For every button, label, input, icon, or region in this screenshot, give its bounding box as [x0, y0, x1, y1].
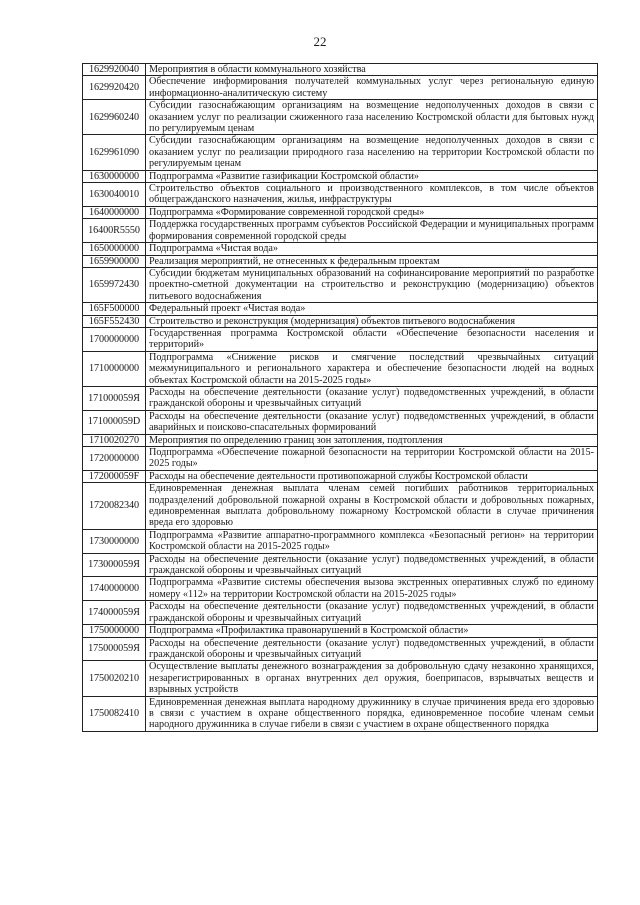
row-description: Мероприятия по определению границ зон затопления, подтопления	[146, 434, 598, 446]
row-description: Подпрограмма «Развитие аппаратно-программного комплекса «Безопасный регион» на территории Костромской области на 2015-2025 годы»	[146, 529, 598, 553]
row-code: 174000059Я	[83, 601, 146, 625]
row-description: Строительство и реконструкция (модернизация) объектов питьевого водоснабжения	[146, 315, 598, 327]
table-row	[83, 577, 598, 601]
row-code: 1710020270	[83, 434, 146, 446]
table-row	[83, 553, 598, 577]
table-row	[83, 529, 598, 553]
table-body	[83, 64, 598, 732]
row-description: Подпрограмма «Формирование современной городской среды»	[146, 206, 598, 218]
row-code: 1720000000	[83, 447, 146, 471]
row-code: 1700000000	[83, 327, 146, 351]
row-description: Единовременная денежная выплата членам семей погибших работников территориальных подразделений добровольной пожарной охраны в Костромской области и добровольных пожарных, единовременная выплата добровольному пожарному Костромской области в случае причинения вреда его здоровью	[146, 483, 598, 530]
row-code: 172000059F	[83, 470, 146, 482]
row-code: 1730000000	[83, 529, 146, 553]
table-row	[83, 470, 598, 482]
row-description: Федеральный проект «Чистая вода»	[146, 303, 598, 315]
row-code: 175000059Я	[83, 637, 146, 661]
table-row	[83, 625, 598, 637]
table-row	[83, 76, 598, 100]
row-code: 1659900000	[83, 255, 146, 267]
table-row	[83, 303, 598, 315]
row-description: Реализация мероприятий, не отнесенных к федеральным проектам	[146, 255, 598, 267]
row-code: 1740000000	[83, 577, 146, 601]
row-description: Осуществление выплаты денежного вознаграждения за добровольную сдачу незаконно хранящихся, незарегистрированных в органах внутренних дел оружия, боеприпасов, взрывчатых веществ и взрывных устройств	[146, 661, 598, 696]
row-code: 1629960240	[83, 100, 146, 135]
row-description: Подпрограмма «Снижение рисков и смягчение последствий чрезвычайных ситуаций межмуниципального и регионального характера и обеспечение безопасности людей на водных объектах Костромской области на 2015-2025 годы»	[146, 351, 598, 386]
row-description: Мероприятия в области коммунального хозяйства	[146, 64, 598, 76]
table-row	[83, 183, 598, 207]
table-row	[83, 255, 598, 267]
row-code: 1629920420	[83, 76, 146, 100]
table-row	[83, 315, 598, 327]
row-code: 1650000000	[83, 243, 146, 255]
row-description: Подпрограмма «Профилактика правонарушений в Костромской области»	[146, 625, 598, 637]
row-code: 171000059Я	[83, 386, 146, 410]
row-code: 1659972430	[83, 267, 146, 302]
row-description: Расходы на обеспечение деятельности (оказание услуг) подведомственных учреждений, в области аварийных и поисково-спасательных формирований	[146, 410, 598, 434]
row-description: Поддержка государственных программ субъектов Российской Федерации и муниципальных программ формирования современной городской среды	[146, 219, 598, 243]
row-description: Расходы на обеспечение деятельности (оказание услуг) подведомственных учреждений, в области гражданской обороны и чрезвычайных ситуаций	[146, 637, 598, 661]
row-description: Расходы на обеспечение деятельности (оказание услуг) подведомственных учреждений, в области гражданской обороны и чрезвычайных ситуаций	[146, 601, 598, 625]
table-row	[83, 327, 598, 351]
row-description: Обеспечение информирования получателей коммунальных услуг через региональную единую информационно-аналитическую систему	[146, 76, 598, 100]
row-description: Подпрограмма «Развитие системы обеспечения вызова экстренных оперативных служб по единому номеру «112» на территории Костромской области на 2015-2025 годы»	[146, 577, 598, 601]
row-code: 1629920040	[83, 64, 146, 76]
row-description: Расходы на обеспечение деятельности (оказание услуг) подведомственных учреждений, в области гражданской обороны и чрезвычайных ситуаций	[146, 553, 598, 577]
row-description: Субсидии газоснабжающим организациям на возмещение недополученных доходов в связи с оказанием услуг по реализации сжиженного газа населению Костромской области для бытовых нужд по регулируемым ценам	[146, 100, 598, 135]
row-code: 173000059Я	[83, 553, 146, 577]
table-row	[83, 661, 598, 696]
row-code: 1629961090	[83, 135, 146, 170]
row-code: 1640000000	[83, 206, 146, 218]
row-code: 165F500000	[83, 303, 146, 315]
row-description: Субсидии бюджетам муниципальных образований на софинансирование мероприятий по разработке проектно-сметной документации на строительство и реконструкцию (модернизацию) объектов питьевого водоснабжения	[146, 267, 598, 302]
table-row	[83, 386, 598, 410]
table-row	[83, 206, 598, 218]
page-number: 22	[313, 34, 327, 49]
row-code: 16400R5550	[83, 219, 146, 243]
table-row	[83, 219, 598, 243]
table-row	[83, 410, 598, 434]
row-description: Единовременная денежная выплата народному дружиннику в случае причинения вреда его здоровью в связи с участием в охране общественного порядка, единовременное пособие членам семьи народного дружинника в случае гибели в связи с участием в охране общественного порядка	[146, 696, 598, 731]
row-description: Подпрограмма «Развитие газификации Костромской области»	[146, 170, 598, 182]
row-description: Государственная программа Костромской области «Обеспечение безопасности населения и территорий»	[146, 327, 598, 351]
row-code: 1750082410	[83, 696, 146, 731]
table-row	[83, 351, 598, 386]
row-code: 1720082340	[83, 483, 146, 530]
table-row	[83, 637, 598, 661]
budget-code-table	[82, 63, 598, 732]
row-description: Подпрограмма «Обеспечение пожарной безопасности на территории Костромской области на 2015-2025 годы»	[146, 447, 598, 471]
table-row	[83, 447, 598, 471]
row-description: Строительство объектов социального и производственного комплексов, в том числе объектов общегражданского назначения, жилья, инфраструктуры	[146, 183, 598, 207]
row-description: Расходы на обеспечение деятельности (оказание услуг) подведомственных учреждений, в области гражданской обороны и чрезвычайных ситуаций	[146, 386, 598, 410]
row-description: Субсидии газоснабжающим организациям на возмещение недополученных доходов в связи с оказанием услуг по реализации природного газа населению на территории Костромской области по регулируемым ценам	[146, 135, 598, 170]
table-row	[83, 135, 598, 170]
table-row	[83, 601, 598, 625]
row-code: 165F552430	[83, 315, 146, 327]
row-code: 171000059D	[83, 410, 146, 434]
table-row	[83, 170, 598, 182]
table-row	[83, 64, 598, 76]
table-row	[83, 434, 598, 446]
table-row	[83, 100, 598, 135]
row-code: 1630040010	[83, 183, 146, 207]
table-row	[83, 267, 598, 302]
row-code: 1710000000	[83, 351, 146, 386]
row-code: 1630000000	[83, 170, 146, 182]
row-code: 1750000000	[83, 625, 146, 637]
table-row	[83, 243, 598, 255]
table-row	[83, 483, 598, 530]
row-description: Расходы на обеспечение деятельности противопожарной службы Костромской области	[146, 470, 598, 482]
table-row	[83, 696, 598, 731]
row-code: 1750020210	[83, 661, 146, 696]
row-description: Подпрограмма «Чистая вода»	[146, 243, 598, 255]
